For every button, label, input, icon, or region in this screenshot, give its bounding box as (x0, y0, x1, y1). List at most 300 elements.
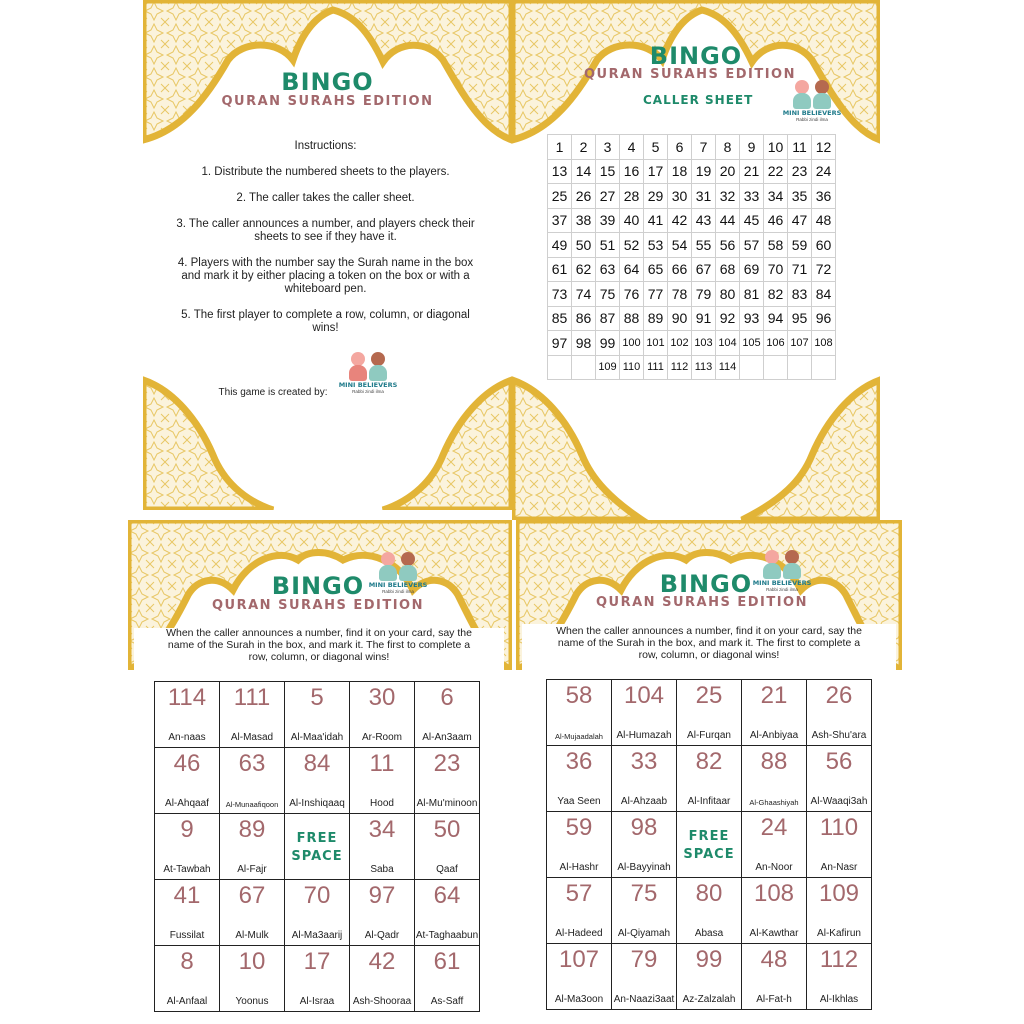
brand-tagline: Rabbi zindi ilma (382, 589, 414, 594)
caller-number-cell: 69 (740, 257, 764, 282)
surah-name: Al-Fajr (237, 864, 267, 875)
caller-number-cell: 103 (692, 331, 716, 356)
caller-number-cell: 112 (668, 355, 692, 380)
caller-number-cell (812, 355, 836, 380)
bingo-cell[interactable] (285, 748, 350, 814)
caller-number-cell: 96 (812, 306, 836, 331)
surah-number: 5 (310, 684, 324, 711)
caller-number-cell: 44 (716, 208, 740, 233)
caller-grid-row (548, 208, 836, 233)
free-line: SPACE (291, 849, 343, 864)
bingo-cell[interactable] (220, 748, 285, 814)
caller-number-cell: 108 (812, 331, 836, 356)
caller-number-cell: 76 (620, 282, 644, 307)
caller-number-cell: 60 (812, 233, 836, 258)
caller-grid-row (548, 184, 836, 209)
bingo-cell[interactable] (415, 814, 480, 880)
caller-number-cell: 77 (644, 282, 668, 307)
caller-number-cell: 16 (620, 159, 644, 184)
bingo-cell[interactable] (807, 746, 872, 812)
surah-number: 64 (433, 882, 461, 909)
surah-number: 61 (433, 948, 461, 975)
caller-number-cell: 29 (644, 184, 668, 209)
surah-number: 97 (368, 882, 396, 909)
surah-number: 50 (433, 816, 461, 843)
caller-number-cell (740, 355, 764, 380)
bingo-cell[interactable] (155, 748, 220, 814)
caller-number-cell: 48 (812, 208, 836, 233)
free-space-label (285, 830, 349, 866)
caller-grid-row (548, 135, 836, 160)
surah-name: Al-Infitaar (687, 796, 731, 807)
surah-name: Al-Ma3oon (554, 994, 604, 1005)
caller-number-cell: 114 (716, 355, 740, 380)
caller-number-cell: 78 (668, 282, 692, 307)
instructions-block (168, 140, 483, 348)
caller-number-cell: 57 (740, 233, 764, 258)
caller-number-cell: 104 (716, 331, 740, 356)
surah-number: 67 (238, 882, 266, 909)
surah-number: 111 (233, 684, 271, 711)
surah-name: Al-Fat-h (756, 994, 792, 1005)
caller-number-cell: 63 (596, 257, 620, 282)
caller-number-cell: 97 (548, 331, 572, 356)
caller-number-cell: 15 (596, 159, 620, 184)
caller-number-cell: 91 (692, 306, 716, 331)
surah-number: 30 (368, 684, 396, 711)
caller-number-cell: 39 (596, 208, 620, 233)
caller-number-cell: 56 (716, 233, 740, 258)
caller-number-cell: 42 (668, 208, 692, 233)
caller-number-cell: 74 (572, 282, 596, 307)
surah-name: Al-Bayyinah (617, 862, 671, 873)
caller-number-cell: 85 (548, 306, 572, 331)
caller-number-cell: 43 (692, 208, 716, 233)
surah-name: Al-Maa'idah (290, 732, 344, 743)
caller-number-cell: 68 (716, 257, 740, 282)
surah-name: Abasa (694, 928, 724, 939)
bingo-cell[interactable] (415, 748, 480, 814)
free-space-cell[interactable] (677, 812, 742, 878)
surah-name: Al-An3aam (422, 732, 472, 743)
bingo-cell[interactable] (350, 682, 415, 748)
bingo-cell[interactable] (807, 878, 872, 944)
bingo-cell[interactable] (612, 878, 677, 944)
bingo-cell[interactable] (807, 812, 872, 878)
bingo-cell[interactable] (220, 880, 285, 946)
caller-grid-row (548, 331, 836, 356)
surah-number: 17 (303, 948, 331, 975)
instruction-step: 4. Players with the number say the Surah name in the box and mark it by either placing a token on the box or with a whiteboard pen. (177, 257, 474, 295)
surah-number: 70 (303, 882, 331, 909)
surah-name: Al-Humazah (616, 730, 672, 741)
caller-number-cell: 45 (740, 208, 764, 233)
card-row (547, 812, 872, 878)
edition-subtitle: QURAN SURAHS EDITION (596, 595, 808, 610)
caller-number-cell: 52 (620, 233, 644, 258)
caller-number-cell: 80 (716, 282, 740, 307)
bingo-cell[interactable] (807, 944, 872, 1010)
surah-name: As-Saff (430, 996, 464, 1007)
surah-number: 80 (695, 880, 723, 907)
card-row (547, 944, 872, 1010)
caller-number-cell: 25 (548, 184, 572, 209)
caller-number-cell: 46 (764, 208, 788, 233)
caller-number-cell: 32 (716, 184, 740, 209)
surah-name: Hood (370, 798, 394, 809)
caller-number-cell: 73 (548, 282, 572, 307)
bingo-cell[interactable] (415, 946, 480, 1012)
surah-number: 59 (565, 814, 593, 841)
instruction-step: 3. The caller announces a number, and players check their sheets to see if they have it. (176, 218, 475, 243)
caller-number-cell: 33 (740, 184, 764, 209)
caller-grid-row (548, 355, 836, 380)
caller-number-cell: 75 (596, 282, 620, 307)
surah-number: 23 (433, 750, 461, 777)
surah-name: Al-Ghaashiyah (749, 798, 799, 807)
caller-number-cell: 61 (548, 257, 572, 282)
surah-name: An-Nasr (820, 862, 858, 873)
card-row (547, 680, 872, 746)
caller-number-cell (548, 355, 572, 380)
surah-number: 56 (825, 748, 853, 775)
free-line: FREE (688, 829, 730, 844)
caller-number-cell: 83 (788, 282, 812, 307)
caller-number-cell: 6 (668, 135, 692, 160)
caller-number-cell: 79 (692, 282, 716, 307)
caller-number-cell: 98 (572, 331, 596, 356)
surah-name: Al-Kafirun (817, 928, 861, 939)
surah-name: At-Taghaabun (415, 930, 479, 941)
caller-number-cell: 107 (788, 331, 812, 356)
brand-logo (368, 552, 428, 594)
caller-number-cell: 38 (572, 208, 596, 233)
brand-name: MINI BELIEVERS (338, 381, 398, 389)
surah-name: Ash-Shu'ara (811, 730, 867, 741)
bingo-cell[interactable] (415, 682, 480, 748)
surah-name: Al-Mu'minoon (416, 798, 478, 809)
surah-number: 82 (695, 748, 723, 775)
caller-number-cell (764, 355, 788, 380)
caller-number-cell: 106 (764, 331, 788, 356)
surah-number: 48 (760, 946, 788, 973)
brand-logo (333, 352, 403, 394)
caller-number-cell: 36 (812, 184, 836, 209)
caller-number-cell: 87 (596, 306, 620, 331)
bingo-cell[interactable] (612, 680, 677, 746)
surah-name: Al-Qiyamah (617, 928, 671, 939)
surah-number: 36 (565, 748, 593, 775)
bingo-title: BINGO (281, 68, 374, 96)
surah-name: Al-Inshiqaaq (289, 798, 345, 809)
card-instructions: When the caller announces a number, find it on your card, say the name of the Surah in the box, and mark it. The first to complete a row, column, or diagonal wins! (166, 627, 472, 663)
surah-number: 89 (238, 816, 266, 843)
caller-number-cell: 109 (596, 355, 620, 380)
caller-number-cell: 72 (812, 257, 836, 282)
surah-name: Al-Furqan (687, 730, 731, 741)
caller-number-cell: 18 (668, 159, 692, 184)
brand-logo (752, 550, 812, 592)
instruction-step: 5. The first player to complete a row, column, or diagonal wins! (181, 309, 470, 334)
bingo-cell[interactable] (547, 878, 612, 944)
bingo-cell[interactable] (350, 880, 415, 946)
bingo-cell[interactable] (220, 682, 285, 748)
surah-name: Ash-Shooraa (352, 996, 412, 1007)
caller-number-cell: 54 (668, 233, 692, 258)
surah-number: 58 (565, 682, 593, 709)
caller-number-cell: 21 (740, 159, 764, 184)
caller-number-cell: 86 (572, 306, 596, 331)
caller-number-cell: 62 (572, 257, 596, 282)
caller-number-cell: 19 (692, 159, 716, 184)
caller-number-cell: 35 (788, 184, 812, 209)
surah-number: 109 (818, 880, 860, 907)
surah-number: 34 (368, 816, 396, 843)
surah-number: 42 (368, 948, 396, 975)
bingo-card-grid (546, 679, 872, 1010)
card-row (155, 946, 480, 1012)
surah-name: Al-Israa (299, 996, 335, 1007)
surah-number: 24 (760, 814, 788, 841)
created-by-text: This game is created by: (218, 387, 328, 398)
caller-number-cell: 110 (620, 355, 644, 380)
surah-name: Fussilat (169, 930, 205, 941)
caller-number-cell: 8 (716, 135, 740, 160)
bingo-cell[interactable] (677, 746, 742, 812)
bingo-cell[interactable] (612, 812, 677, 878)
surah-number: 10 (238, 948, 266, 975)
brand-name: MINI BELIEVERS (752, 579, 812, 587)
bingo-cell[interactable] (742, 878, 807, 944)
surah-name: Saba (370, 864, 394, 875)
caller-number-cell: 27 (596, 184, 620, 209)
caller-grid-row (548, 282, 836, 307)
caller-number-cell: 70 (764, 257, 788, 282)
caller-number-cell: 88 (620, 306, 644, 331)
caller-number-cell (572, 355, 596, 380)
caller-number-cell: 23 (788, 159, 812, 184)
surah-number: 11 (369, 750, 395, 777)
surah-name: Al-Ahqaaf (165, 798, 209, 809)
bingo-cell[interactable] (677, 878, 742, 944)
card-row (155, 748, 480, 814)
surah-number: 26 (825, 682, 853, 709)
caller-number-cell: 71 (788, 257, 812, 282)
bingo-cell[interactable] (285, 682, 350, 748)
bingo-cell[interactable] (677, 944, 742, 1010)
edition-subtitle: QURAN SURAHS EDITION (221, 94, 434, 109)
surah-name: Al-Mujaadalah (555, 732, 603, 741)
surah-number: 84 (303, 750, 331, 777)
caller-number-cell: 111 (644, 355, 668, 380)
brand-tagline: Rabbi zindi ilma (352, 389, 384, 394)
bingo-cell[interactable] (547, 746, 612, 812)
caller-sheet-label: CALLER SHEET (643, 93, 754, 107)
instruction-step: 2. The caller takes the caller sheet. (236, 192, 415, 204)
caller-number-cell: 5 (644, 135, 668, 160)
caller-number-cell: 26 (572, 184, 596, 209)
caller-number-cell: 47 (788, 208, 812, 233)
caller-number-cell: 20 (716, 159, 740, 184)
bingo-cell[interactable] (415, 880, 480, 946)
surah-number: 9 (180, 816, 194, 843)
surah-name: Al-Anbiyaa (749, 730, 799, 741)
surah-name: Al-Masad (230, 732, 274, 743)
caller-number-cell: 7 (692, 135, 716, 160)
surah-name: Al-Ahzaab (620, 796, 668, 807)
caller-number-cell: 17 (644, 159, 668, 184)
caller-number-cell: 66 (668, 257, 692, 282)
caller-number-cell: 105 (740, 331, 764, 356)
surah-name: Al-Ikhlas (819, 994, 859, 1005)
surah-number: 99 (695, 946, 723, 973)
caller-grid-row (548, 257, 836, 282)
caller-grid-row (548, 233, 836, 258)
bingo-cell[interactable] (547, 680, 612, 746)
bingo-cell[interactable] (350, 748, 415, 814)
caller-number-cell: 59 (788, 233, 812, 258)
caller-number-cell: 40 (620, 208, 644, 233)
caller-number-cell: 90 (668, 306, 692, 331)
caller-number-cell: 65 (644, 257, 668, 282)
surah-number: 104 (623, 682, 665, 709)
surah-name: Al-Mulk (235, 930, 269, 941)
surah-name: An-Noor (755, 862, 793, 873)
surah-number: 8 (180, 948, 194, 975)
surah-name: Al-Hadeed (555, 928, 603, 939)
caller-number-cell: 101 (644, 331, 668, 356)
bingo-cell[interactable] (807, 680, 872, 746)
surah-name: Al-Ma3aarij (291, 930, 343, 941)
caller-number-cell: 24 (812, 159, 836, 184)
bingo-cell[interactable] (155, 682, 220, 748)
surah-number: 21 (760, 682, 788, 709)
instruction-step: 1. Distribute the numbered sheets to the players. (201, 166, 450, 178)
instructions-panel (143, 0, 512, 510)
caller-number-cell: 3 (596, 135, 620, 160)
caller-number-cell (788, 355, 812, 380)
card-row (155, 682, 480, 748)
surah-name: Al-Anfaal (166, 996, 208, 1007)
card-instructions: When the caller announces a number, find it on your card, say the name of the Surah in the box, and mark it. The first to complete a row, column, or diagonal wins! (556, 625, 862, 661)
bingo-cell[interactable] (612, 746, 677, 812)
surah-name: Qaaf (436, 864, 458, 875)
surah-name: Al-Kawthar (749, 928, 799, 939)
free-line: FREE (296, 831, 338, 846)
caller-number-cell: 51 (596, 233, 620, 258)
caller-number-cell: 53 (644, 233, 668, 258)
caller-number-cell: 99 (596, 331, 620, 356)
bingo-cell[interactable] (547, 944, 612, 1010)
surah-name: Al-Qadr (364, 930, 400, 941)
bingo-cell[interactable] (612, 944, 677, 1010)
brand-name: MINI BELIEVERS (368, 581, 428, 589)
bingo-cell[interactable] (155, 814, 220, 880)
surah-number: 63 (238, 750, 266, 777)
surah-name: An-Naazi3aat (613, 994, 675, 1005)
surah-name: At-Tawbah (163, 864, 211, 875)
caller-number-cell: 30 (668, 184, 692, 209)
caller-number-cell: 92 (716, 306, 740, 331)
free-space-cell[interactable] (285, 814, 350, 880)
bingo-cell[interactable] (155, 946, 220, 1012)
caller-number-cell: 4 (620, 135, 644, 160)
bingo-cell[interactable] (155, 880, 220, 946)
surah-number: 79 (630, 946, 658, 973)
caller-number-cell: 14 (572, 159, 596, 184)
caller-number-cell: 49 (548, 233, 572, 258)
caller-number-cell: 50 (572, 233, 596, 258)
card-row (547, 746, 872, 812)
caller-number-cell: 12 (812, 135, 836, 160)
surah-number: 112 (819, 946, 859, 973)
caller-number-cell: 58 (764, 233, 788, 258)
surah-name: Al-Munaafiqoon (225, 800, 279, 809)
bingo-cell[interactable] (547, 812, 612, 878)
caller-sheet-panel (512, 0, 880, 520)
surah-name: An-naas (168, 732, 206, 743)
surah-name: Yoonus (235, 996, 269, 1007)
surah-number: 98 (630, 814, 658, 841)
bingo-cell[interactable] (285, 946, 350, 1012)
caller-number-cell: 41 (644, 208, 668, 233)
brand-tagline: Rabbi zindi ilma (796, 117, 828, 122)
bingo-title: BINGO (649, 42, 743, 70)
caller-number-cell: 64 (620, 257, 644, 282)
bingo-cell[interactable] (285, 880, 350, 946)
surah-number: 107 (558, 946, 600, 973)
free-line: SPACE (683, 847, 735, 862)
bingo-card-grid (154, 681, 480, 1012)
brand-logo (782, 80, 842, 122)
card-row (155, 814, 480, 880)
caller-number-cell: 102 (668, 331, 692, 356)
caller-number-grid (547, 134, 836, 380)
free-space-label (677, 828, 741, 864)
surah-number: 57 (565, 880, 593, 907)
caller-grid-row (548, 159, 836, 184)
bingo-cell[interactable] (220, 814, 285, 880)
bingo-cell[interactable] (677, 680, 742, 746)
surah-number: 41 (173, 882, 201, 909)
bingo-card-1 (128, 520, 512, 1024)
caller-number-cell: 100 (620, 331, 644, 356)
bingo-cell[interactable] (742, 680, 807, 746)
caller-number-cell: 22 (764, 159, 788, 184)
caller-number-cell: 31 (692, 184, 716, 209)
edition-subtitle: QURAN SURAHS EDITION (212, 598, 424, 613)
caller-number-cell: 82 (764, 282, 788, 307)
instructions-heading: Instructions: (294, 140, 357, 152)
caller-number-cell: 13 (548, 159, 572, 184)
bingo-cell[interactable] (742, 812, 807, 878)
caller-number-cell: 11 (788, 135, 812, 160)
surah-name: Az-Zalzalah (682, 994, 736, 1005)
bingo-cell[interactable] (742, 746, 807, 812)
surah-number: 46 (173, 750, 201, 777)
caller-number-cell: 84 (812, 282, 836, 307)
surah-number: 33 (630, 748, 658, 775)
caller-number-cell: 81 (740, 282, 764, 307)
bingo-cell[interactable] (350, 946, 415, 1012)
surah-name: Yaa Seen (557, 796, 601, 807)
caller-number-cell: 28 (620, 184, 644, 209)
bingo-cell[interactable] (220, 946, 285, 1012)
caller-number-cell: 1 (548, 135, 572, 160)
surah-name: Ar-Room (361, 732, 402, 743)
bingo-cell[interactable] (350, 814, 415, 880)
bingo-cell[interactable] (742, 944, 807, 1010)
